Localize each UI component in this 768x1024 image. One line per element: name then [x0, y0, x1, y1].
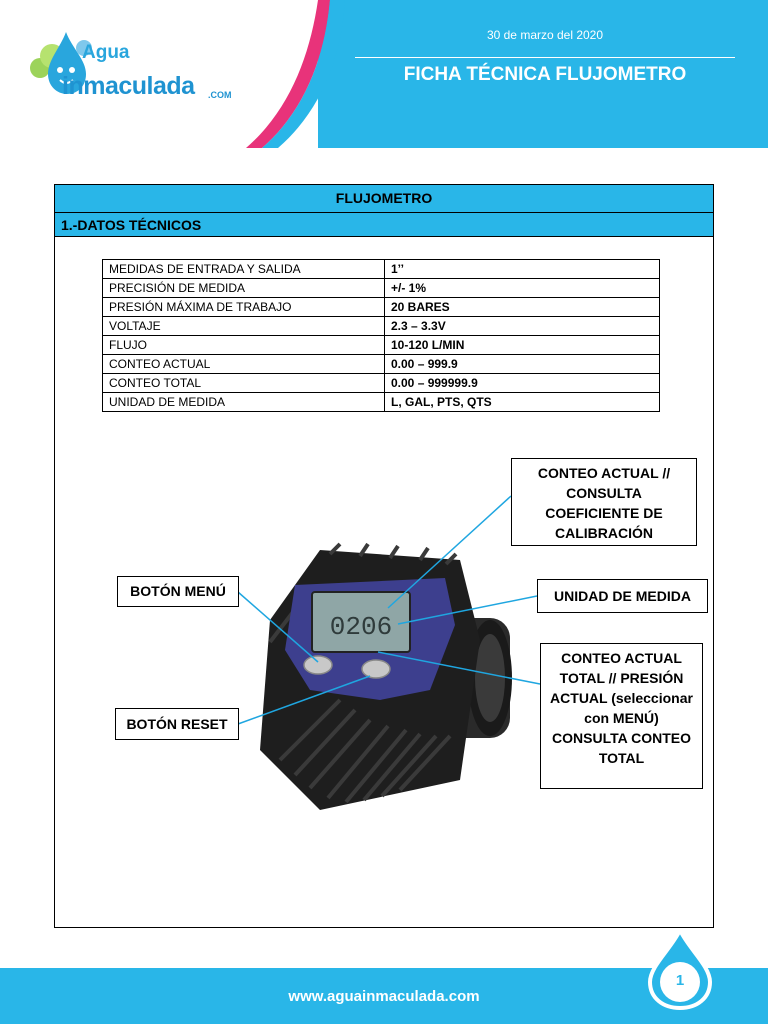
table-row — [103, 355, 660, 374]
spec-label: PRECISIÓN DE MEDIDA — [103, 279, 385, 298]
flowmeter-photo — [250, 530, 520, 820]
spec-value: 10-120 L/MIN — [385, 336, 660, 355]
document-date: 30 de marzo del 2020 — [486, 28, 604, 42]
spec-value: L, GAL, PTS, QTS — [385, 393, 660, 412]
water-drop-icon — [22, 26, 112, 116]
document-heading: FLUJOMETRO — [55, 185, 713, 213]
logo-word-agua: Agua — [82, 42, 130, 63]
callout-boton-reset — [115, 708, 239, 740]
spec-label: FLUJO — [103, 336, 385, 355]
spec-value: 2.3 – 3.3V — [385, 317, 660, 336]
callout-conteo-actual — [511, 458, 697, 546]
callout-boton-menu — [117, 576, 239, 607]
table-row — [103, 279, 660, 298]
spec-label: CONTEO TOTAL — [103, 374, 385, 393]
spec-value: 1’’ — [385, 260, 660, 279]
table-row — [103, 260, 660, 279]
page-number: 1 — [675, 972, 685, 989]
menu-button-shape[interactable] — [304, 656, 332, 674]
callout-unidad-medida — [537, 579, 708, 613]
callout-text: BOTÓN MENÚ — [130, 583, 226, 599]
table-row — [103, 298, 660, 317]
lcd-reading: 0206 — [329, 612, 393, 642]
spec-label: VOLTAJE — [103, 317, 385, 336]
spec-value: 0.00 – 999999.9 — [385, 374, 660, 393]
technical-data-table — [102, 259, 660, 412]
table-row — [103, 393, 660, 412]
section-heading: 1.-DATOS TÉCNICOS — [55, 213, 713, 237]
brand-logo — [22, 26, 242, 116]
spec-label: PRESIÓN MÁXIMA DE TRABAJO — [103, 298, 385, 317]
website-link[interactable]: www.aguainmaculada.com — [288, 988, 480, 1005]
callout-text: BOTÓN RESET — [126, 716, 228, 732]
callout-text: CONTEO ACTUAL // CONSULTA COEFICIENTE DE CALIBRACIÓN — [537, 465, 671, 541]
logo-word-inmaculada: inmaculada — [62, 72, 195, 100]
spec-label: MEDIDAS DE ENTRADA Y SALIDA — [103, 260, 385, 279]
spec-label: UNIDAD DE MEDIDA — [103, 393, 385, 412]
logo-suffix: .COM — [208, 90, 232, 100]
spec-value: +/- 1% — [385, 279, 660, 298]
spec-label: CONTEO ACTUAL — [103, 355, 385, 374]
callout-text: UNIDAD DE MEDIDA — [554, 588, 691, 604]
page-title: FICHA TÉCNICA FLUJOMETRO — [403, 64, 687, 85]
callout-conteo-total — [540, 643, 703, 789]
header-divider — [355, 57, 735, 58]
spec-value: 0.00 – 999.9 — [385, 355, 660, 374]
table-row — [103, 336, 660, 355]
table-row — [103, 317, 660, 336]
spec-value: 20 BARES — [385, 298, 660, 317]
table-row — [103, 374, 660, 393]
callout-text: CONTEO ACTUAL TOTAL // PRESIÓN ACTUAL (seleccionar con MENÚ) CONSULTA CONTEO TOTAL — [550, 650, 693, 766]
reset-button-shape[interactable] — [362, 660, 390, 678]
